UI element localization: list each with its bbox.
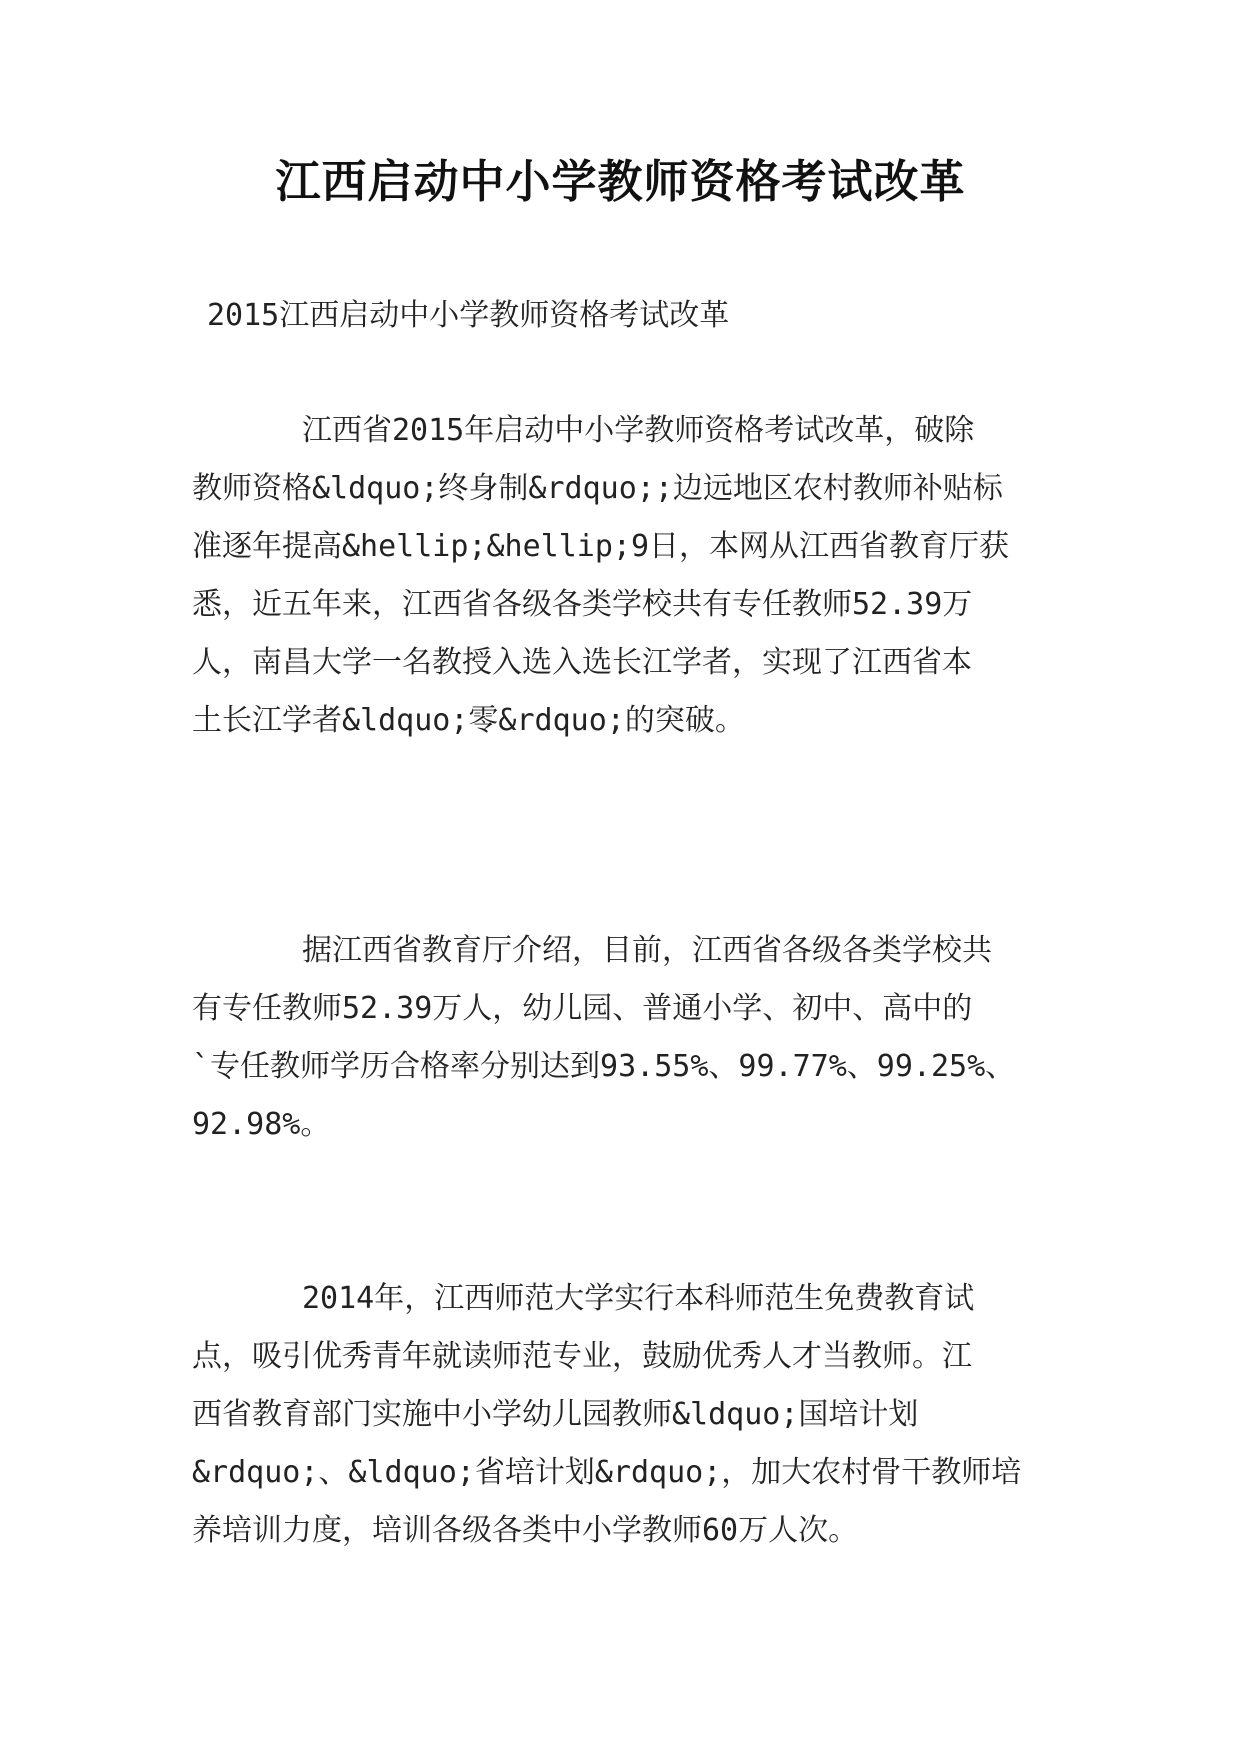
paragraph-line: 西省教育部门实施中小学幼儿园教师&ldquo;国培计划: [192, 1397, 919, 1432]
paragraph-line: 据江西省教育厅介绍，目前，江西省各级各类学校共: [302, 933, 992, 968]
document-subtitle: 2015江西启动中小学教师资格考试改革: [207, 298, 730, 333]
paragraph-2: [192, 922, 1062, 1154]
paragraph-line: 准逐年提高&hellip;&hellip;9日，本网从江西省教育厅获: [192, 529, 1010, 564]
paragraph-line: 人，南昌大学一名教授入选入选长江学者，实现了江西省本: [192, 645, 972, 680]
paragraph-line: 2014年，江西师范大学实行本科师范生免费教育试: [302, 1281, 975, 1316]
paragraph-line: 92.98%。: [192, 1107, 331, 1142]
paragraph-line: 教师资格&ldquo;终身制&rdquo;;边远地区农村教师补贴标: [192, 471, 1003, 506]
paragraph-line: 有专任教师52.39万人，幼儿园、普通小学、初中、高中的: [192, 991, 973, 1026]
paragraph-line: 悉，近五年来，江西省各级各类学校共有专任教师52.39万: [192, 587, 973, 622]
paragraph-3: [192, 1270, 1062, 1560]
paragraph-line: 土长江学者&ldquo;零&rdquo;的突破。: [192, 703, 745, 738]
paragraph-line: 养培训力度，培训各级各类中小学教师60万人次。: [192, 1513, 859, 1548]
paragraph-line: `专任教师学历合格率分别达到93.55%、99.77%、99.25%、: [192, 1049, 1016, 1084]
page-title: 江西启动中小学教师资格考试改革: [275, 155, 966, 208]
paragraph-line: 江西省2015年启动中小学教师资格考试改革，破除: [302, 413, 975, 448]
paragraph-1: [192, 402, 1062, 750]
paragraph-line: 点，吸引优秀青年就读师范专业，鼓励优秀人才当教师。江: [192, 1339, 972, 1374]
paragraph-line: &rdquo;、&ldquo;省培计划&rdquo;，加大农村骨干教师培: [192, 1455, 1022, 1490]
